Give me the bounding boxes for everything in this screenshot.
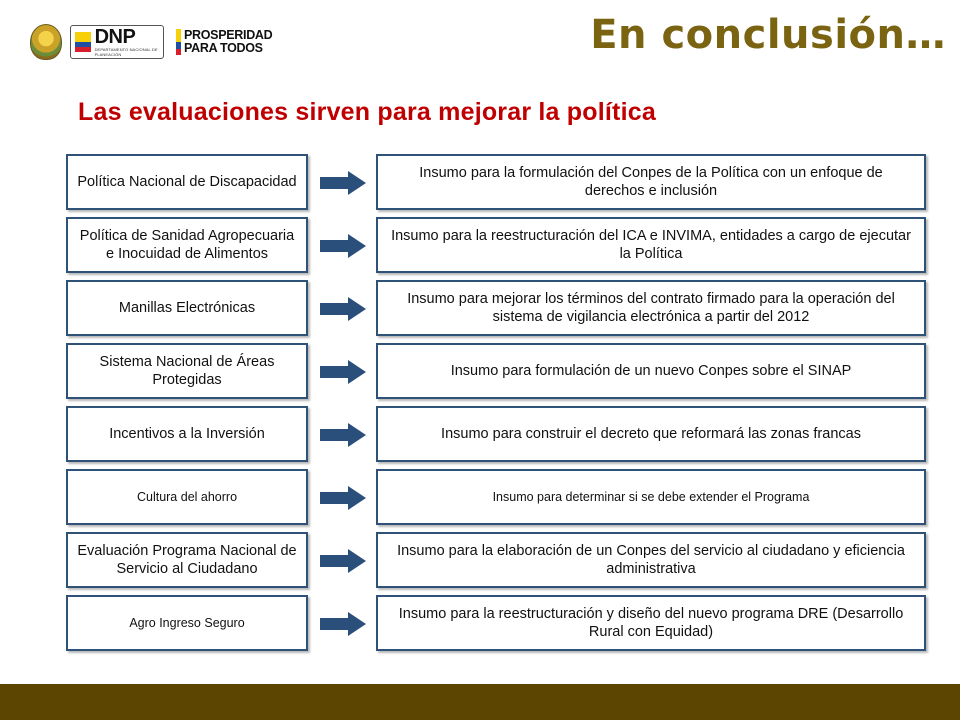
page-title: En conclusión… — [590, 12, 946, 58]
evaluation-name-box: Manillas Electrónicas — [66, 280, 308, 336]
coat-of-arms-icon — [30, 24, 62, 60]
header — [0, 0, 960, 80]
evaluation-name-box: Sistema Nacional de Áreas Protegidas — [66, 343, 308, 399]
slide-subtitle: Las evaluaciones sirven para mejorar la política — [78, 98, 656, 126]
evaluation-outcome-box: Insumo para la reestructuración del ICA e INVIMA, entidades a cargo de ejecutar la Política — [376, 217, 926, 273]
evaluation-outcome-box: Insumo para la reestructuración y diseño del nuevo programa DRE (Desarrollo Rural con Equidad) — [376, 595, 926, 651]
evaluation-outcome-box: Insumo para la formulación del Conpes de la Política con un enfoque de derechos e inclusión — [376, 154, 926, 210]
dnp-logo-text: DNP — [94, 26, 136, 48]
evaluation-name-box: Evaluación Programa Nacional de Servicio al Ciudadano — [66, 532, 308, 588]
evaluation-row — [66, 217, 928, 275]
evaluation-list — [66, 154, 928, 658]
evaluation-row — [66, 469, 928, 527]
prosperidad-logo — [176, 29, 272, 55]
prosperidad-logo-line2: PARA TODOS — [184, 41, 263, 55]
colombia-flag-icon — [75, 32, 91, 52]
evaluation-name-box: Política Nacional de Discapacidad — [66, 154, 308, 210]
evaluation-outcome-box: Insumo para formulación de un nuevo Conpes sobre el SINAP — [376, 343, 926, 399]
logo-group — [30, 22, 272, 62]
evaluation-row — [66, 343, 928, 401]
right-arrow-icon — [320, 360, 366, 384]
dnp-logo-subtext: DEPARTAMENTO NACIONAL DE PLANEACIÓN — [94, 47, 158, 57]
evaluation-row — [66, 154, 928, 212]
evaluation-name-box: Cultura del ahorro — [66, 469, 308, 525]
prosperidad-flag-icon — [176, 29, 181, 55]
evaluation-name-box: Agro Ingreso Seguro — [66, 595, 308, 651]
right-arrow-icon — [320, 486, 366, 510]
evaluation-name-box: Incentivos a la Inversión — [66, 406, 308, 462]
evaluation-outcome-box: Insumo para determinar si se debe extender el Programa — [376, 469, 926, 525]
evaluation-row — [66, 595, 928, 653]
prosperidad-logo-line1: PROSPERIDAD — [184, 28, 273, 42]
evaluation-outcome-box: Insumo para la elaboración de un Conpes del servicio al ciudadano y eficiencia administrativa — [376, 532, 926, 588]
evaluation-outcome-box: Insumo para mejorar los términos del contrato firmado para la operación del sistema de vigilancia electrónica a partir del 2012 — [376, 280, 926, 336]
evaluation-name-box: Política de Sanidad Agropecuaria e Inocuidad de Alimentos — [66, 217, 308, 273]
right-arrow-icon — [320, 171, 366, 195]
evaluation-row — [66, 280, 928, 338]
evaluation-row — [66, 406, 928, 464]
evaluation-row — [66, 532, 928, 590]
right-arrow-icon — [320, 297, 366, 321]
evaluation-outcome-box: Insumo para construir el decreto que reformará las zonas francas — [376, 406, 926, 462]
dnp-logo — [70, 25, 164, 59]
right-arrow-icon — [320, 234, 366, 258]
right-arrow-icon — [320, 612, 366, 636]
right-arrow-icon — [320, 423, 366, 447]
footer-bar — [0, 684, 960, 720]
right-arrow-icon — [320, 549, 366, 573]
